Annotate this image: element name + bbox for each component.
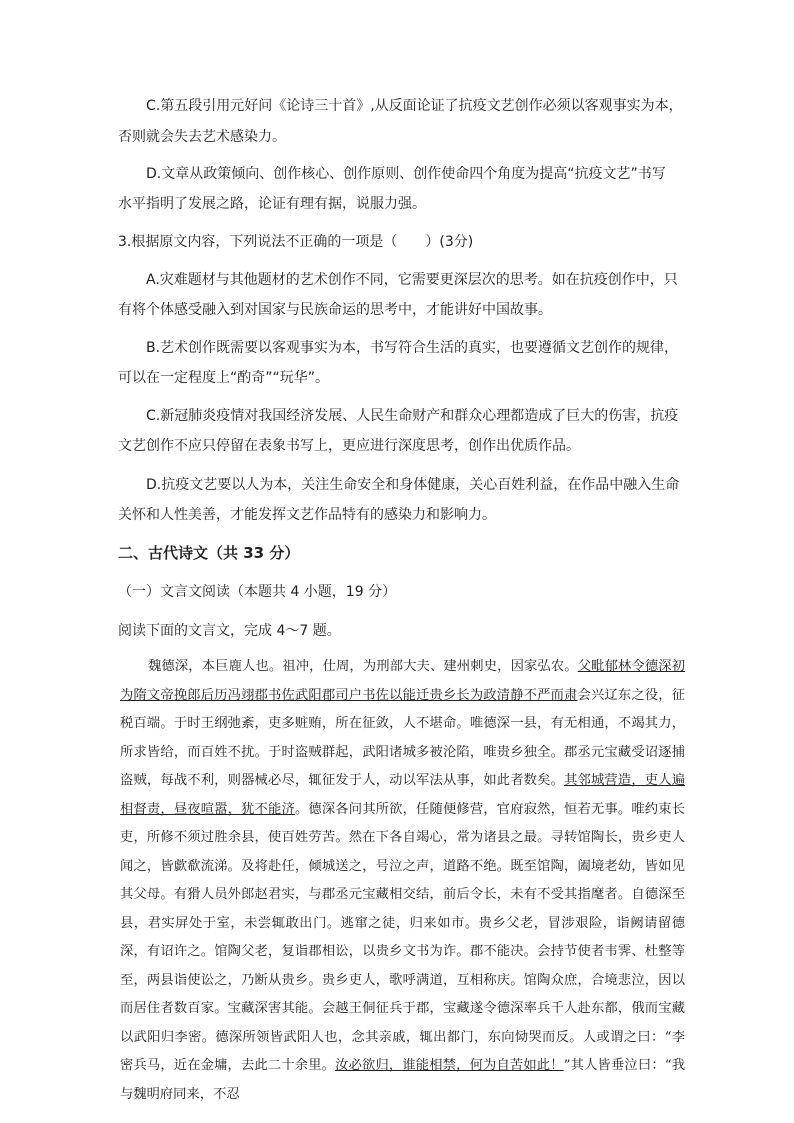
classical-chinese-passage <box>120 653 685 1109</box>
q3-option-d-line1: D.抗疫文艺要以人为本，关注生命安全和身体健康，关心百姓利益，在作品中融入生命 <box>146 477 680 493</box>
q2-option-d-line1: D.文章从政策倾向、创作核心、创作原则、创作使命四个角度为提高“抗疫文艺”书写 <box>146 166 666 182</box>
underlined-sentence-2: 其邻城营造，吏人遍相督责，昼夜喧嚣，犹不能济 <box>120 773 686 817</box>
passage-text: 会兴辽东之役，征税百端。于时王纲弛紊，吏多赃贿，所在征敛，人不堪命。唯德深一县，有无相通，不竭其力，所求皆给，而百姓不扰。于时盗贼群起，武阳诸城多被沦陷，唯贵乡独全。郡丞元宝藏受诏逐捕盗贼，每战不利，则器械必尽，辄征发于人，动以军法从事，如此者数矣。 <box>120 687 686 788</box>
passage-text: ”其人皆垂泣曰：“我与魏明府同来，不忍 <box>120 1058 686 1102</box>
section-heading: 二、古代诗文（共 33 分） <box>118 544 300 562</box>
q3-option-b-line1: B.艺术创作既需要以客观事实为本，书写符合生活的真实，也要遵循文艺创作的规律， <box>146 340 679 356</box>
sub-section-heading: （一）文言文阅读（本题共 4 小题，19 分） <box>118 584 397 600</box>
q3-option-b-line2: 可以在一定程度上“酌奇”“玩华”。 <box>118 370 330 386</box>
q3-option-a-line2: 有将个体感受融入到对国家与民族命运的思考中，才能讲好中国故事。 <box>118 302 552 318</box>
q3-option-c-line1: C.新冠肺炎疫情对我国经济发展、人民生命财产和群众心理都造成了巨大的伤害，抗疫 <box>146 408 679 424</box>
underlined-sentence-1: 父毗郁林令德深初为隋文帝挽郎后历冯翊郡书佐武阳郡司户书佐以能迁贵乡长为政清静不严而肃 <box>120 659 686 703</box>
q3-option-a-line1: A.灾难题材与其他题材的艺术创作不同，它需要更深层次的思考。如在抗疫创作中，只 <box>146 272 678 288</box>
q2-option-c-line2: 否则就会失去艺术感染力。 <box>118 129 286 145</box>
q3-option-c-line2: 文艺创作不应只停留在表象书写上，更应进行深度思考，创作出优质作品。 <box>118 438 580 454</box>
q3-option-d-line2: 关怀和人性美善，才能发挥文艺作品特有的感染力和影响力。 <box>118 507 496 523</box>
q2-option-d-line2: 水平指明了发展之路，论证有理有据，说服力强。 <box>118 196 426 212</box>
reading-instruction: 阅读下面的文言文，完成 4～7 题。 <box>118 623 341 639</box>
passage-text: 。德深各问其所欲，任随便修营，官府寂然，恒若无事。唯约束长吏，所修不须过胜余县，使百姓劳苦。然在下各自竭心，常为诸县之最。寻转馆陶长，贵乡吏人闻之，皆歔欷流涕。及将赴任，倾城送之，号泣之声，道路不绝。既至馆陶，阖境老幼，皆如见其父母。有猾人员外郎赵君实，与郡丞元宝藏相交结，前后令长，未有不受其指麾者。自德深至县，君实屏处于室，未尝辄敢出门。逃窜之徒，归来如市。贵乡父老，冒涉艰险，诣阙请留德深，有诏许之。馆陶父老，复诣郡相讼，以贵乡文书为诈。郡不能决。会持节使者韦霁、杜整等至，两县诣使讼之，乃断从贵乡。贵乡吏人，歌呼满道，互相称庆。馆陶众庶，合境悲泣，因以而居住者数百家。宝藏深害其能。会越王侗征兵于郡，宝藏遂令德深率兵千人赴东都，俄而宝藏以武阳归李密。德深所领皆武阳人也，念其亲戚，辄出都门，东向恸哭而反。人或谓之曰：“李密兵马，近在金墉，去此二十余里。 <box>120 801 686 1073</box>
q2-option-c-line1: C.第五段引用元好问《论诗三十首》,从反面论证了抗疫文艺创作必须以客观事实为本， <box>146 98 683 114</box>
underlined-sentence-3: 汝必欲归，谁能相禁，何为自苦如此！ <box>335 1058 564 1073</box>
passage-text: 魏德深，本巨鹿人也。祖冲，仕周，为刑部大夫、建州刺史，因家弘农。 <box>148 659 578 674</box>
q3-stem: 3.根据原文内容，下列说法不正确的一项是（ ）(3分) <box>118 234 474 250</box>
